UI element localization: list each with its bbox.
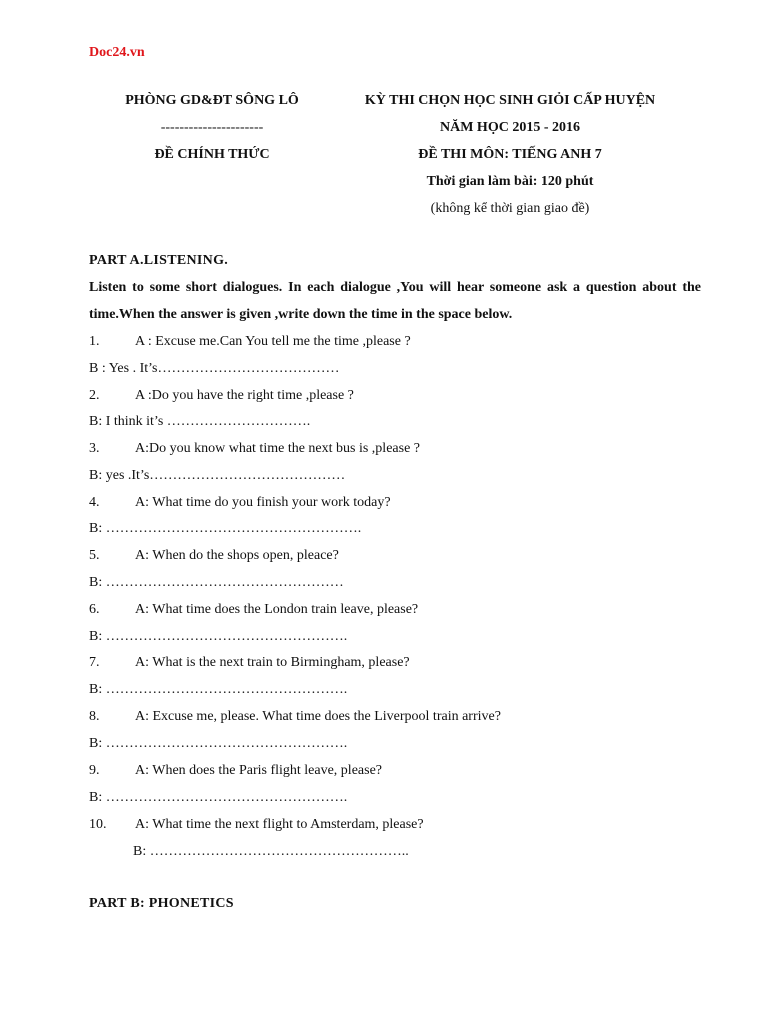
item-question: A: When does the Paris flight leave, please? [135, 763, 382, 778]
item-answer-line: B: ……………………………………………. [89, 790, 348, 805]
item-question: A: What time does the London train leave, please? [135, 602, 419, 617]
item-number: 8. [89, 709, 100, 724]
item-question: A:Do you know what time the next bus is ,please ? [135, 441, 421, 456]
item-question: A: What time the next flight to Amsterdam, please? [135, 817, 424, 832]
item-answer-line: B: ………………………………………………. [89, 521, 362, 536]
item-answer-line: B : Yes . It’s………………………………… [89, 361, 340, 376]
item-answer-line: B: ……………………………………………. [89, 736, 348, 751]
item-number: 1. [89, 334, 100, 349]
item-answer-line: B: ……………………………………………. [89, 629, 348, 644]
site-watermark: Doc24.vn [89, 45, 145, 60]
exam-title: KỲ THI CHỌN HỌC SINH GIỎI CẤP HUYỆN [364, 93, 656, 108]
item-answer-line: B: ……………………………………………. [89, 682, 348, 697]
exam-duration: Thời gian làm bài: 120 phút [426, 174, 594, 189]
item-number: 10. [89, 817, 107, 832]
item-question: A: What is the next train to Birmingham, please? [135, 655, 410, 670]
official-exam-label: ĐỀ CHÍNH THỨC [154, 147, 270, 162]
part-a-title: PART A.LISTENING. [89, 253, 229, 268]
exam-duration-note: (không kể thời gian giao đề) [430, 201, 590, 216]
department-name: PHÒNG GD&ĐT SÔNG LÔ [125, 93, 299, 108]
item-answer-line: B: ……………………………………………….. [133, 844, 409, 859]
item-answer-line: B: …………………………………………… [89, 575, 344, 590]
part-b-title: PART B: PHONETICS [89, 896, 234, 911]
item-number: 7. [89, 655, 100, 670]
item-number: 4. [89, 495, 100, 510]
item-question: A :Do you have the right time ,please ? [135, 388, 354, 403]
item-question: A: When do the shops open, pleace? [135, 548, 339, 563]
item-number: 6. [89, 602, 100, 617]
item-number: 5. [89, 548, 100, 563]
item-answer-line: B: I think it’s …………………………. [89, 414, 311, 429]
school-year: NĂM HỌC 2015 - 2016 [440, 120, 580, 135]
exam-subject: ĐỀ THI MÔN: TIẾNG ANH 7 [418, 147, 602, 162]
item-number: 9. [89, 763, 100, 778]
item-question: A: Excuse me, please. What time does the Liverpool train arrive? [135, 709, 501, 724]
item-number: 3. [89, 441, 100, 456]
header-divider: ---------------------- [160, 120, 264, 135]
item-answer-line: B: yes .It’s…………………………………… [89, 468, 346, 483]
item-question: A : Excuse me.Can You tell me the time ,please ? [135, 334, 411, 349]
item-question: A: What time do you finish your work today? [135, 495, 391, 510]
item-number: 2. [89, 388, 100, 403]
part-a-instruction: Listen to some short dialogues. In each dialogue ,You will hear someone ask a question about the time.When the answer is given ,write down the time in the space below. [89, 280, 701, 322]
